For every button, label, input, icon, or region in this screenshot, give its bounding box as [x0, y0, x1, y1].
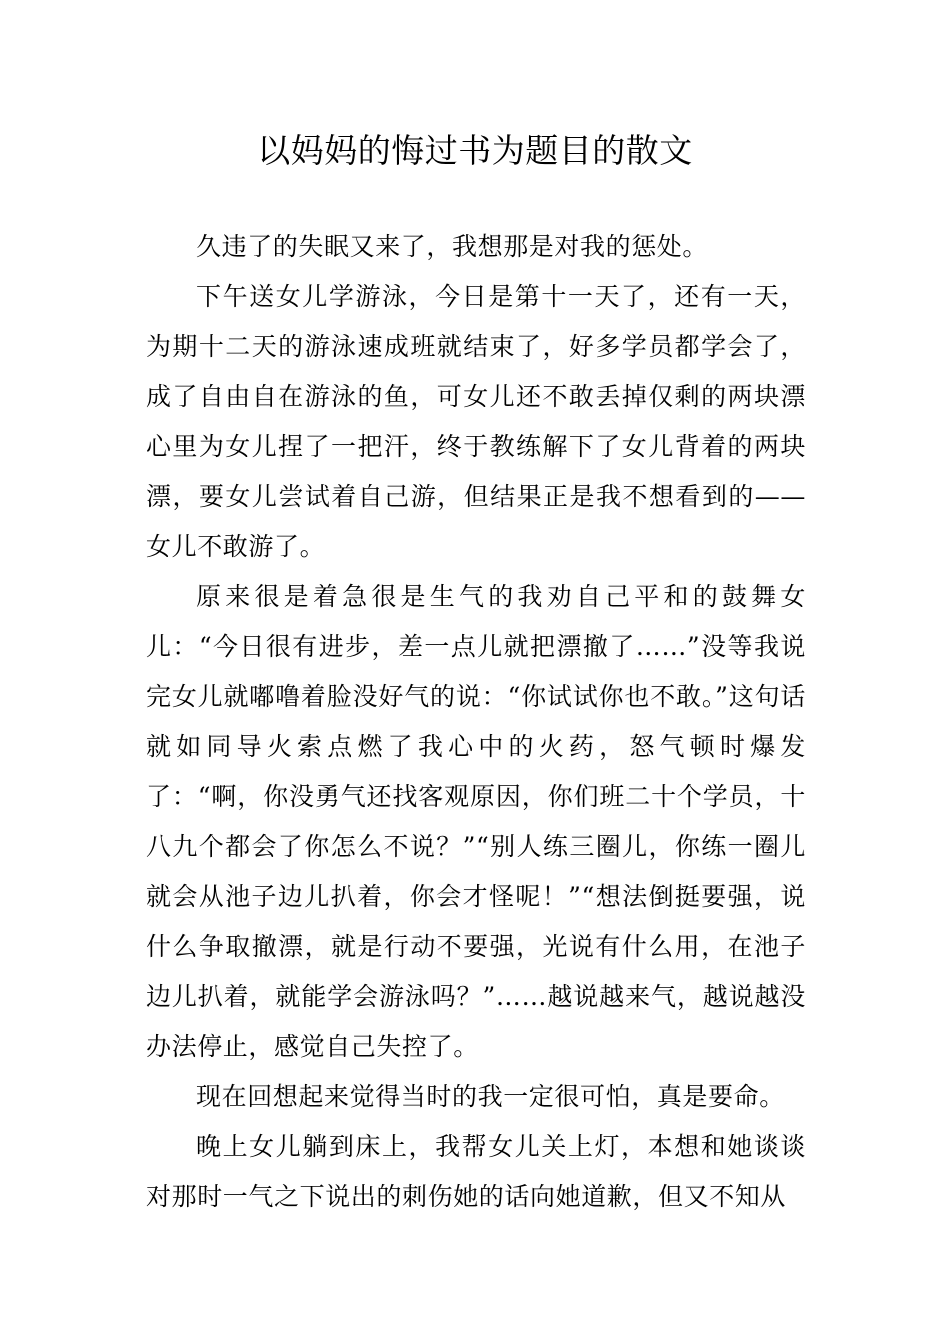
paragraph: 原来很是着急很是生气的我劝自己平和的鼓舞女儿：“今日很有进步，差一点儿就把漂撤了……”没等我说完女儿就嘟噜着脸没好气的说：“你试试你也不敢。”这句话就如同导火索点燃了我心中的火药，怒气顿时爆发了：“啊，你没勇气还找客观原因，你们班二十个学员，十八九个都会了你怎么不说？”“别人练三圈儿，你练一圈儿就会从池子边儿扒着，你会才怪呢！”“想法倒挺要强，说什么争取撤漂，就是行动不要强，光说有什么用，在池子边儿扒着，就能学会游泳吗？”……越说越来气，越说越没办法停止，感觉自己失控了。	[146, 582, 806, 1061]
paragraph: 晚上女儿躺到床上，我帮女儿关上灯，本想和她谈谈对那时一气之下说出的刺伤她的话向她道歉，但又不知从	[146, 1132, 806, 1211]
document-body	[146, 222, 806, 1222]
paragraph: 现在回想起来觉得当时的我一定很可怕，真是要命。	[196, 1082, 785, 1111]
document-title: 以妈妈的悔过书为题目的散文	[257, 131, 693, 170]
paragraph: 久违了的失眠又来了，我想那是对我的惩处。	[196, 232, 709, 261]
paragraph: 下午送女儿学游泳，今日是第十一天了，还有一天，为期十二天的游泳速成班就结束了，好多学员都学会了，成了自由自在游泳的鱼，可女儿还不敢丢掉仅剩的两块漂心里为女儿捏了一把汗，终于教练解下了女儿背着的两块漂，要女儿尝试着自己游，但结果正是我不想看到的——女儿不敢游了。	[146, 282, 806, 561]
